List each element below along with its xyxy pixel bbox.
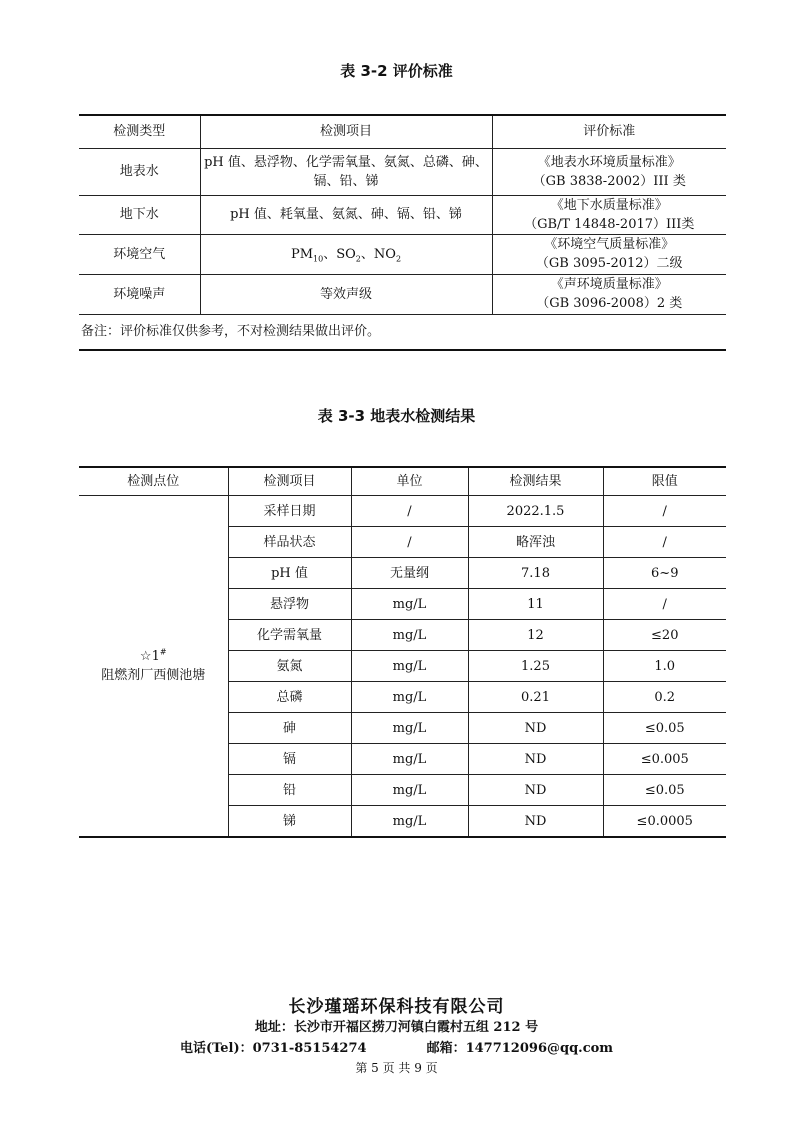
standard-name: 《环境空气质量标准》: [544, 237, 675, 252]
limit-cell: /: [603, 589, 726, 620]
table-header-row: [79, 467, 726, 496]
items-cell: 等效声级: [200, 274, 492, 314]
items-cell: pH 值、悬浮物、化学需氧量、氨氮、总磷、砷、镉、铅、锑: [200, 148, 492, 195]
unit-cell: mg/L: [351, 620, 468, 651]
item-cell: 样品状态: [228, 527, 351, 558]
item-cell: 铅: [228, 775, 351, 806]
item-cell: 氨氮: [228, 651, 351, 682]
standard-code: （GB/T 14848-2017）III类: [524, 216, 695, 232]
item-cell: 总磷: [228, 682, 351, 713]
result-cell: ND: [468, 806, 603, 838]
email-text: 邮箱：147712096@qq.com: [426, 1041, 614, 1056]
unit-cell: mg/L: [351, 775, 468, 806]
limit-cell: /: [603, 496, 726, 527]
result-cell: 0.21: [468, 682, 603, 713]
table-row: [79, 274, 726, 314]
table-row: [79, 234, 726, 274]
standard-name: 《声环境质量标准》: [550, 277, 668, 292]
contact-line: [0, 1037, 793, 1056]
limit-cell: ≤0.05: [603, 713, 726, 744]
unit-cell: /: [351, 527, 468, 558]
type-cell: 环境空气: [79, 234, 200, 274]
limit-cell: ≤0.0005: [603, 806, 726, 838]
so-text: 、SO: [323, 246, 356, 262]
result-cell: ND: [468, 744, 603, 775]
standard-name: 《地下水质量标准》: [550, 197, 668, 213]
unit-cell: mg/L: [351, 589, 468, 620]
result-cell: 12: [468, 620, 603, 651]
result-cell: ND: [468, 775, 603, 806]
unit-cell: mg/L: [351, 651, 468, 682]
no-subscript: 2: [395, 254, 402, 264]
standard-name: 《地表水环境质量标准》: [537, 154, 681, 170]
site-cell: [79, 496, 228, 838]
unit-cell: mg/L: [351, 713, 468, 744]
item-cell: 悬浮物: [228, 589, 351, 620]
limit-cell: ≤20: [603, 620, 726, 651]
header-cell: 评价标准: [492, 115, 726, 148]
standard-cell: [492, 234, 726, 274]
items-cell: pH 值、耗氧量、氨氮、砷、镉、铅、锑: [200, 195, 492, 234]
unit-cell: /: [351, 496, 468, 527]
type-cell: 环境噪声: [79, 274, 200, 314]
result-cell: ND: [468, 713, 603, 744]
star-icon: ☆1: [139, 649, 160, 664]
header-cell: 检测类型: [79, 115, 200, 148]
limit-cell: ≤0.05: [603, 775, 726, 806]
result-cell: 2022.1.5: [468, 496, 603, 527]
result-cell: 1.25: [468, 651, 603, 682]
items-cell: [200, 234, 492, 274]
item-cell: 镉: [228, 744, 351, 775]
table-header-row: [79, 115, 726, 148]
table-row: [79, 496, 726, 527]
header-cell: 检测项目: [228, 467, 351, 496]
evaluation-standard-table: [79, 114, 726, 351]
result-cell: 11: [468, 589, 603, 620]
page-number: 第 5 页 共 9 页: [355, 1061, 438, 1075]
so-subscript: 2: [355, 254, 361, 264]
header-cell: 单位: [351, 467, 468, 496]
standard-cell: [492, 195, 726, 234]
standard-code: （GB 3095-2012）二级: [535, 256, 683, 271]
item-cell: 采样日期: [228, 496, 351, 527]
limit-cell: ≤0.005: [603, 744, 726, 775]
header-cell: 检测结果: [468, 467, 603, 496]
header-cell: 检测项目: [200, 115, 492, 148]
standard-cell: [492, 148, 726, 195]
limit-cell: 0.2: [603, 682, 726, 713]
standard-cell: [492, 274, 726, 314]
unit-cell: 无量纲: [351, 558, 468, 589]
table-3-2-caption: 表 3-2 评价标准: [340, 62, 453, 80]
header-cell: 限值: [603, 467, 726, 496]
limit-cell: 6~9: [603, 558, 726, 589]
no-text: 、NO: [360, 246, 396, 262]
pm-text: PM: [290, 246, 314, 262]
result-cell: 略浑浊: [468, 527, 603, 558]
unit-cell: mg/L: [351, 806, 468, 838]
note-text: 备注：评价标准仅供参考，不对检测结果做出评价。: [81, 324, 381, 340]
limit-cell: 1.0: [603, 651, 726, 682]
site-label: [79, 647, 228, 666]
type-cell: 地表水: [79, 148, 200, 195]
item-cell: pH 值: [228, 558, 351, 589]
standard-code: （GB 3096-2008）2 类: [536, 296, 683, 311]
limit-cell: /: [603, 527, 726, 558]
table-row: [79, 195, 726, 234]
note-row: [79, 314, 726, 350]
unit-cell: mg/L: [351, 744, 468, 775]
surface-water-results-table: [79, 466, 726, 838]
site-sup: #: [159, 647, 167, 657]
header-cell: 检测点位: [79, 467, 228, 496]
unit-cell: mg/L: [351, 682, 468, 713]
result-cell: 7.18: [468, 558, 603, 589]
item-cell: 锑: [228, 806, 351, 838]
table-row: [79, 148, 726, 195]
type-cell: 地下水: [79, 195, 200, 234]
company-address: 地址：长沙市开福区捞刀河镇白霞村五组 212 号: [254, 1020, 539, 1035]
item-cell: 化学需氧量: [228, 620, 351, 651]
phone-text: 电话(Tel)：0731-85154274: [179, 1041, 367, 1056]
pm-subscript: 10: [313, 254, 324, 264]
standard-code: （GB 3838-2002）III 类: [532, 173, 686, 189]
site-name: 阻燃剂厂西侧池塘: [101, 668, 206, 683]
company-name: 长沙瑾瑶环保科技有限公司: [288, 997, 505, 1017]
table-3-3-caption: 表 3-3 地表水检测结果: [317, 407, 476, 425]
item-cell: 砷: [228, 713, 351, 744]
